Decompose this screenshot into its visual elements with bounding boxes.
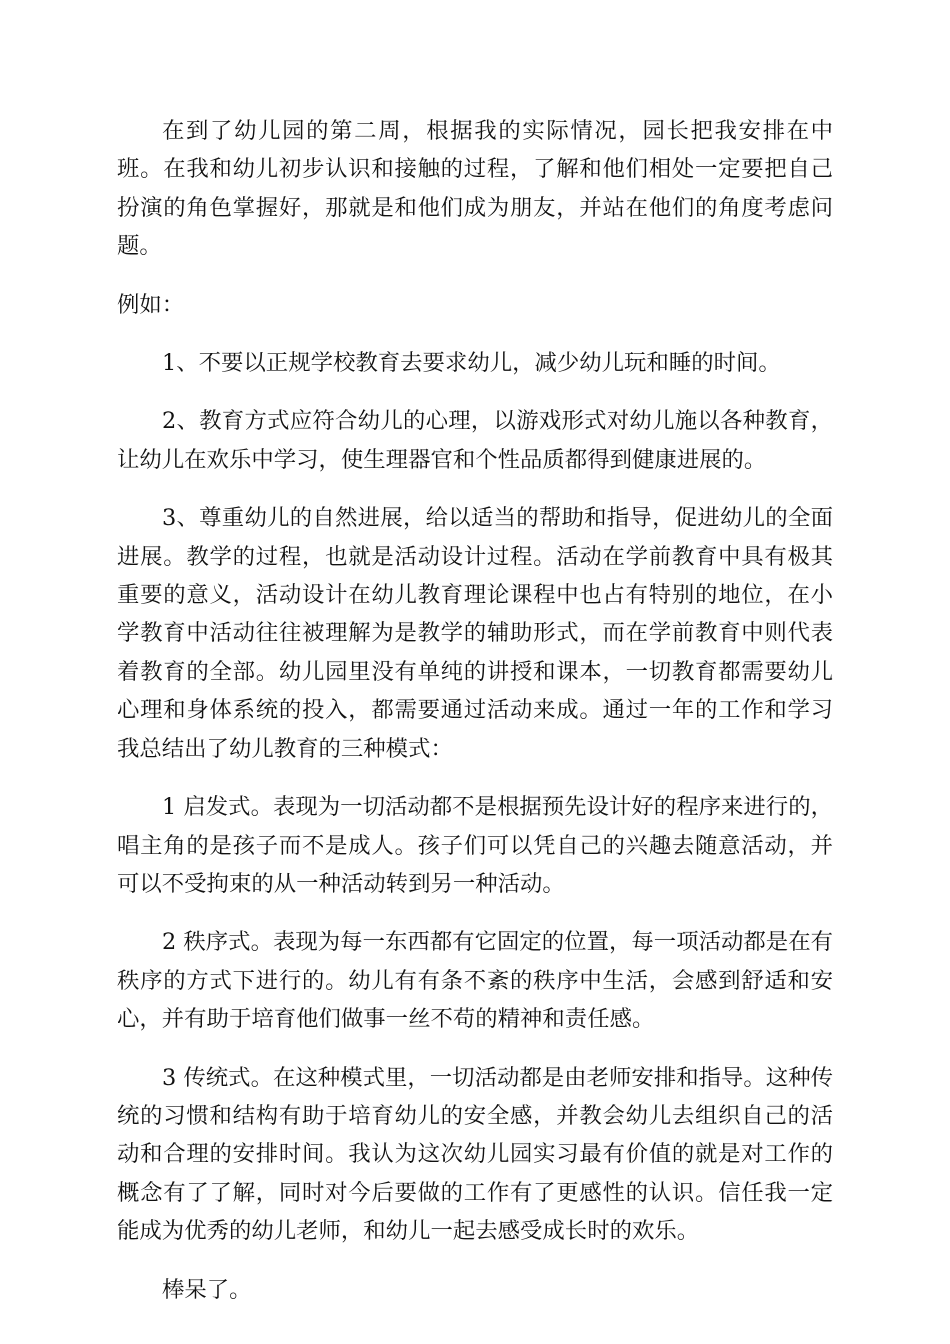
paragraph-point-2: 2、教育方式应符合幼儿的心理，以游戏形式对幼儿施以各种教育，让幼儿在欢乐中学习，使生理器官和个性品质都得到健康进展的。: [117, 408, 833, 473]
paragraph-example-heading: 例如：: [117, 291, 185, 318]
paragraph-mode-3: 3 传统式。在这种模式里，一切活动都是由老师安排和指导。这种传统的习惯和结构有助于培育幼儿的安全感，并教会幼儿去组织自己的活动和合理的安排时间。我认为这次幼儿园实习最有价值的就是对工作的概念有了了解，同时对今后要做的工作有了更感性的认识。信任我一定能成为优秀的幼儿老师，和幼儿一起去感受成长时的欢乐。: [117, 1064, 833, 1245]
paragraph-point-1: 1、不要以正规学校教育去要求幼儿，减少幼儿玩和睡的时间。: [162, 350, 781, 377]
paragraph-mode-2: 2 秩序式。表现为每一东西都有它固定的位置，每一项活动都是在有秩序的方式下进行的。幼儿有有条不紊的秩序中生活，会感到舒适和安心，并有助于培育他们做事一丝不苟的精神和责任感。: [117, 929, 833, 1033]
paragraph-closing: 棒呆了。: [162, 1276, 252, 1303]
document-body: [117, 112, 833, 1329]
paragraph-mode-1: 1 启发式。表现为一切活动都不是根据预先设计好的程序来进行的，唱主角的是孩子而不是成人。孩子们可以凭自己的兴趣去随意活动，并可以不受拘束的从一种活动转到另一种活动。: [117, 794, 833, 897]
paragraph-intro: 在到了幼儿园的第二周，根据我的实际情况，园长把我安排在中班。在我和幼儿初步认识和接触的过程，了解和他们相处一定要把自己扮演的角色掌握好，那就是和他们成为朋友，并站在他们的角度考虑问题。: [117, 118, 833, 260]
paragraph-point-3: 3、尊重幼儿的自然进展，给以适当的帮助和指导，促进幼儿的全面进展。教学的过程，也就是活动设计过程。活动在学前教育中具有极其重要的意义，活动设计在幼儿教育理论课程中也占有特别的地位，在小学教育中活动往往被理解为是教学的辅助形式，而在学前教育中则代表着教育的全部。幼儿园里没有单纯的讲授和课本，一切教育都需要幼儿心理和身体系统的投入，都需要通过活动来成。通过一年的工作和学习我总结出了幼儿教育的三种模式：: [117, 505, 833, 762]
